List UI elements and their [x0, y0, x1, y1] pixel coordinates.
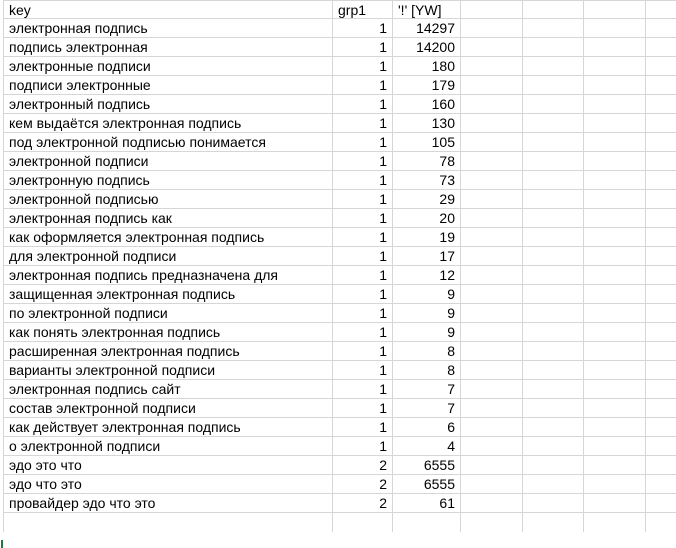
cell-key[interactable]: эдо что это	[4, 475, 333, 494]
cell-empty[interactable]	[461, 190, 523, 209]
cell-empty[interactable]	[461, 437, 523, 456]
cell-empty[interactable]	[584, 95, 646, 114]
cell-empty[interactable]	[584, 361, 646, 380]
cell-grp1[interactable]: 1	[333, 228, 393, 247]
cell-empty[interactable]	[523, 190, 584, 209]
table-row	[4, 380, 676, 399]
cell-empty[interactable]	[523, 475, 584, 494]
cell-empty[interactable]	[523, 19, 584, 38]
cell-key[interactable]: кем выдаётся электронная подпись	[4, 114, 333, 133]
cell-yw[interactable]: 180	[393, 57, 461, 76]
cell-grp1[interactable]: 1	[333, 247, 393, 266]
cell-empty[interactable]	[584, 323, 646, 342]
cell-empty[interactable]	[461, 57, 523, 76]
column-header-grp1[interactable]: grp1	[333, 1, 393, 19]
cell-empty[interactable]	[461, 38, 523, 57]
cell-empty[interactable]	[461, 380, 523, 399]
cell-key[interactable]: состав электронной подписи	[4, 399, 333, 418]
table-row	[4, 57, 676, 76]
cell-empty[interactable]	[584, 475, 646, 494]
cell-grp1[interactable]: 1	[333, 190, 393, 209]
cell-key[interactable]: как понять электронная подпись	[4, 323, 333, 342]
table-row	[4, 247, 676, 266]
cell-empty[interactable]	[461, 247, 523, 266]
cell-yw[interactable]: 160	[393, 95, 461, 114]
cell-empty[interactable]	[584, 247, 646, 266]
cell-yw[interactable]: 7	[393, 399, 461, 418]
table-row	[4, 323, 676, 342]
cell-empty[interactable]	[461, 304, 523, 323]
cell-empty[interactable]	[646, 95, 676, 114]
cell-empty[interactable]	[461, 266, 523, 285]
cell-empty[interactable]	[461, 399, 523, 418]
cell-empty[interactable]	[461, 456, 523, 475]
table-row	[4, 361, 676, 380]
cell-empty[interactable]	[523, 209, 584, 228]
cell-empty[interactable]	[523, 76, 584, 95]
cell-empty[interactable]	[646, 475, 676, 494]
cell-empty[interactable]	[523, 228, 584, 247]
cell-grp1[interactable]: 1	[333, 342, 393, 361]
cell-empty[interactable]	[584, 76, 646, 95]
cell-yw[interactable]: 78	[393, 152, 461, 171]
cell-empty[interactable]	[584, 380, 646, 399]
table-row	[4, 342, 676, 361]
cell-empty[interactable]	[646, 171, 676, 190]
cell-grp1[interactable]: 1	[333, 57, 393, 76]
header-row	[4, 1, 676, 19]
cell-yw[interactable]: 8	[393, 361, 461, 380]
cell-empty[interactable]	[461, 95, 523, 114]
cell-key[interactable]: защищенная электронная подпись	[4, 285, 333, 304]
cell-key[interactable]: подписи электронные	[4, 76, 333, 95]
cell-empty[interactable]	[584, 19, 646, 38]
cell-empty[interactable]	[523, 418, 584, 437]
cell-empty[interactable]	[461, 475, 523, 494]
cell-grp1[interactable]: 1	[333, 380, 393, 399]
cell-empty[interactable]	[523, 380, 584, 399]
cell-yw[interactable]: 20	[393, 209, 461, 228]
cell-key[interactable]: эдо это что	[4, 456, 333, 475]
table-body	[4, 19, 676, 532]
cell-empty[interactable]	[584, 285, 646, 304]
selection-border-fragment	[1, 540, 3, 548]
cell-yw[interactable]: 9	[393, 304, 461, 323]
cell-yw[interactable]: 6555	[393, 456, 461, 475]
column-header-empty[interactable]	[523, 1, 584, 19]
cell-empty[interactable]	[523, 304, 584, 323]
cell-empty[interactable]	[584, 494, 646, 513]
table-row-partial	[4, 513, 676, 532]
cell-empty[interactable]	[523, 456, 584, 475]
cell-grp1[interactable]: 1	[333, 114, 393, 133]
cell-grp1[interactable]: 1	[333, 361, 393, 380]
table-row	[4, 285, 676, 304]
cell-yw[interactable]: 105	[393, 133, 461, 152]
cell-yw[interactable]: 17	[393, 247, 461, 266]
cell-yw[interactable]: 130	[393, 114, 461, 133]
cell-empty[interactable]	[461, 171, 523, 190]
cell-yw[interactable]: 19	[393, 228, 461, 247]
cell-grp1[interactable]: 1	[333, 418, 393, 437]
cell-grp1[interactable]: 1	[333, 133, 393, 152]
cell-empty[interactable]	[523, 133, 584, 152]
cell-empty[interactable]	[646, 304, 676, 323]
cell-yw[interactable]: 7	[393, 380, 461, 399]
cell-grp1[interactable]: 1	[333, 171, 393, 190]
cell-empty[interactable]	[646, 494, 676, 513]
cell-empty[interactable]	[646, 209, 676, 228]
cell-empty[interactable]	[461, 228, 523, 247]
cell-empty[interactable]	[333, 513, 393, 532]
cell-empty[interactable]	[461, 152, 523, 171]
cell-empty[interactable]	[523, 399, 584, 418]
cell-empty[interactable]	[461, 342, 523, 361]
cell-empty[interactable]	[461, 133, 523, 152]
cell-empty[interactable]	[461, 114, 523, 133]
cell-empty[interactable]	[584, 114, 646, 133]
table-row	[4, 475, 676, 494]
cell-empty[interactable]	[523, 342, 584, 361]
cell-yw[interactable]: 9	[393, 285, 461, 304]
cell-key[interactable]: электронная подпись сайт	[4, 380, 333, 399]
table-row	[4, 114, 676, 133]
cell-empty[interactable]	[646, 361, 676, 380]
cell-empty[interactable]	[584, 171, 646, 190]
table-row	[4, 190, 676, 209]
cell-grp1[interactable]: 1	[333, 76, 393, 95]
cell-key[interactable]: о электронной подписи	[4, 437, 333, 456]
column-header-empty[interactable]	[584, 1, 646, 19]
cell-grp1[interactable]: 1	[333, 437, 393, 456]
cell-key[interactable]: расширенная электронная подпись	[4, 342, 333, 361]
table-row	[4, 76, 676, 95]
column-header-yw[interactable]: '!' [YW]	[393, 1, 461, 19]
cell-empty[interactable]	[393, 513, 461, 532]
cell-empty[interactable]	[523, 266, 584, 285]
cell-yw[interactable]: 12	[393, 266, 461, 285]
cell-grp1[interactable]: 2	[333, 494, 393, 513]
cell-key[interactable]: под электронной подписью понимается	[4, 133, 333, 152]
cell-empty[interactable]	[523, 494, 584, 513]
cell-empty[interactable]	[646, 38, 676, 57]
cell-empty[interactable]	[646, 133, 676, 152]
cell-grp1[interactable]: 2	[333, 475, 393, 494]
cell-grp1[interactable]: 1	[333, 95, 393, 114]
table-row	[4, 95, 676, 114]
cell-empty[interactable]	[646, 228, 676, 247]
cell-key[interactable]: как действует электронная подпись	[4, 418, 333, 437]
cell-key[interactable]: электронную подпись	[4, 171, 333, 190]
table-row	[4, 133, 676, 152]
cell-key[interactable]: варианты электронной подписи	[4, 361, 333, 380]
cell-empty[interactable]	[584, 190, 646, 209]
table-row	[4, 437, 676, 456]
cell-empty[interactable]	[461, 323, 523, 342]
cell-empty[interactable]	[646, 456, 676, 475]
cell-grp1[interactable]: 1	[333, 304, 393, 323]
cell-empty[interactable]	[461, 285, 523, 304]
cell-grp1[interactable]: 1	[333, 19, 393, 38]
cell-key[interactable]: по электронной подписи	[4, 304, 333, 323]
table-row	[4, 266, 676, 285]
cell-empty[interactable]	[646, 399, 676, 418]
table-row	[4, 304, 676, 323]
cell-key[interactable]: электронная подпись как	[4, 209, 333, 228]
cell-key[interactable]: как оформляется электронная подпись	[4, 228, 333, 247]
cell-grp1[interactable]: 1	[333, 209, 393, 228]
cell-key[interactable]: электронной подписи	[4, 152, 333, 171]
cell-empty[interactable]	[523, 57, 584, 76]
cell-grp1[interactable]: 1	[333, 266, 393, 285]
cell-empty[interactable]	[523, 361, 584, 380]
cell-grp1[interactable]: 1	[333, 323, 393, 342]
cell-empty[interactable]	[523, 323, 584, 342]
cell-empty[interactable]	[584, 266, 646, 285]
cell-key[interactable]: электронные подписи	[4, 57, 333, 76]
cell-empty[interactable]	[584, 228, 646, 247]
cell-empty[interactable]	[584, 304, 646, 323]
cell-key[interactable]: электронная подпись	[4, 19, 333, 38]
cell-grp1[interactable]: 2	[333, 456, 393, 475]
cell-empty[interactable]	[584, 152, 646, 171]
cell-grp1[interactable]: 1	[333, 38, 393, 57]
cell-empty[interactable]	[646, 190, 676, 209]
table-row	[4, 38, 676, 57]
table-row	[4, 418, 676, 437]
column-header-empty[interactable]	[461, 1, 523, 19]
cell-empty[interactable]	[584, 456, 646, 475]
column-header-empty[interactable]	[646, 1, 676, 19]
cell-yw[interactable]: 6	[393, 418, 461, 437]
cell-yw[interactable]: 61	[393, 494, 461, 513]
cell-empty[interactable]	[646, 152, 676, 171]
cell-empty[interactable]	[646, 437, 676, 456]
table-row	[4, 209, 676, 228]
cell-yw[interactable]: 29	[393, 190, 461, 209]
cell-empty[interactable]	[584, 437, 646, 456]
cell-key[interactable]: подпись электронная	[4, 38, 333, 57]
spreadsheet-grid	[3, 0, 676, 532]
cell-empty[interactable]	[523, 95, 584, 114]
table-row	[4, 19, 676, 38]
cell-empty[interactable]	[646, 418, 676, 437]
cell-empty[interactable]	[646, 19, 676, 38]
cell-empty[interactable]	[646, 247, 676, 266]
cell-empty[interactable]	[523, 513, 584, 532]
cell-empty[interactable]	[584, 418, 646, 437]
cell-empty[interactable]	[523, 114, 584, 133]
table-row	[4, 152, 676, 171]
cell-empty[interactable]	[461, 361, 523, 380]
cell-empty[interactable]	[584, 57, 646, 76]
cell-empty[interactable]	[646, 57, 676, 76]
cell-yw[interactable]: 14200	[393, 38, 461, 57]
cell-empty[interactable]	[584, 38, 646, 57]
cell-empty[interactable]	[646, 513, 676, 532]
cell-yw[interactable]: 73	[393, 171, 461, 190]
cell-empty[interactable]	[584, 209, 646, 228]
cell-empty[interactable]	[523, 285, 584, 304]
cell-yw[interactable]: 4	[393, 437, 461, 456]
cell-empty[interactable]	[523, 247, 584, 266]
cell-empty[interactable]	[584, 133, 646, 152]
cell-empty[interactable]	[461, 494, 523, 513]
cell-empty[interactable]	[646, 266, 676, 285]
cell-empty[interactable]	[523, 437, 584, 456]
cell-empty[interactable]	[646, 380, 676, 399]
cell-empty[interactable]	[461, 209, 523, 228]
cell-empty[interactable]	[4, 513, 333, 532]
cell-empty[interactable]	[461, 76, 523, 95]
cell-yw[interactable]: 14297	[393, 19, 461, 38]
cell-empty[interactable]	[461, 19, 523, 38]
table-row	[4, 171, 676, 190]
table-row	[4, 494, 676, 513]
column-header-key[interactable]: key	[4, 1, 333, 19]
cell-empty[interactable]	[584, 399, 646, 418]
cell-empty[interactable]	[646, 114, 676, 133]
cell-yw[interactable]: 6555	[393, 475, 461, 494]
cell-grp1[interactable]: 1	[333, 285, 393, 304]
cell-empty[interactable]	[646, 342, 676, 361]
cell-key[interactable]: для электронной подписи	[4, 247, 333, 266]
cell-empty[interactable]	[523, 38, 584, 57]
cell-empty[interactable]	[523, 152, 584, 171]
cell-empty[interactable]	[646, 76, 676, 95]
cell-empty[interactable]	[584, 342, 646, 361]
cell-yw[interactable]: 9	[393, 323, 461, 342]
cell-key[interactable]: провайдер эдо что это	[4, 494, 333, 513]
cell-empty[interactable]	[461, 418, 523, 437]
cell-empty[interactable]	[646, 323, 676, 342]
table-row	[4, 228, 676, 247]
cell-empty[interactable]	[584, 513, 646, 532]
cell-empty[interactable]	[646, 285, 676, 304]
cell-yw[interactable]: 179	[393, 76, 461, 95]
table-row	[4, 456, 676, 475]
cell-key[interactable]: электронный подпись	[4, 95, 333, 114]
table-row	[4, 399, 676, 418]
cell-key[interactable]: электронной подписью	[4, 190, 333, 209]
cell-grp1[interactable]: 1	[333, 399, 393, 418]
cell-key[interactable]: электронная подпись предназначена для	[4, 266, 333, 285]
cell-empty[interactable]	[523, 171, 584, 190]
cell-yw[interactable]: 8	[393, 342, 461, 361]
cell-empty[interactable]	[461, 513, 523, 532]
cell-grp1[interactable]: 1	[333, 152, 393, 171]
